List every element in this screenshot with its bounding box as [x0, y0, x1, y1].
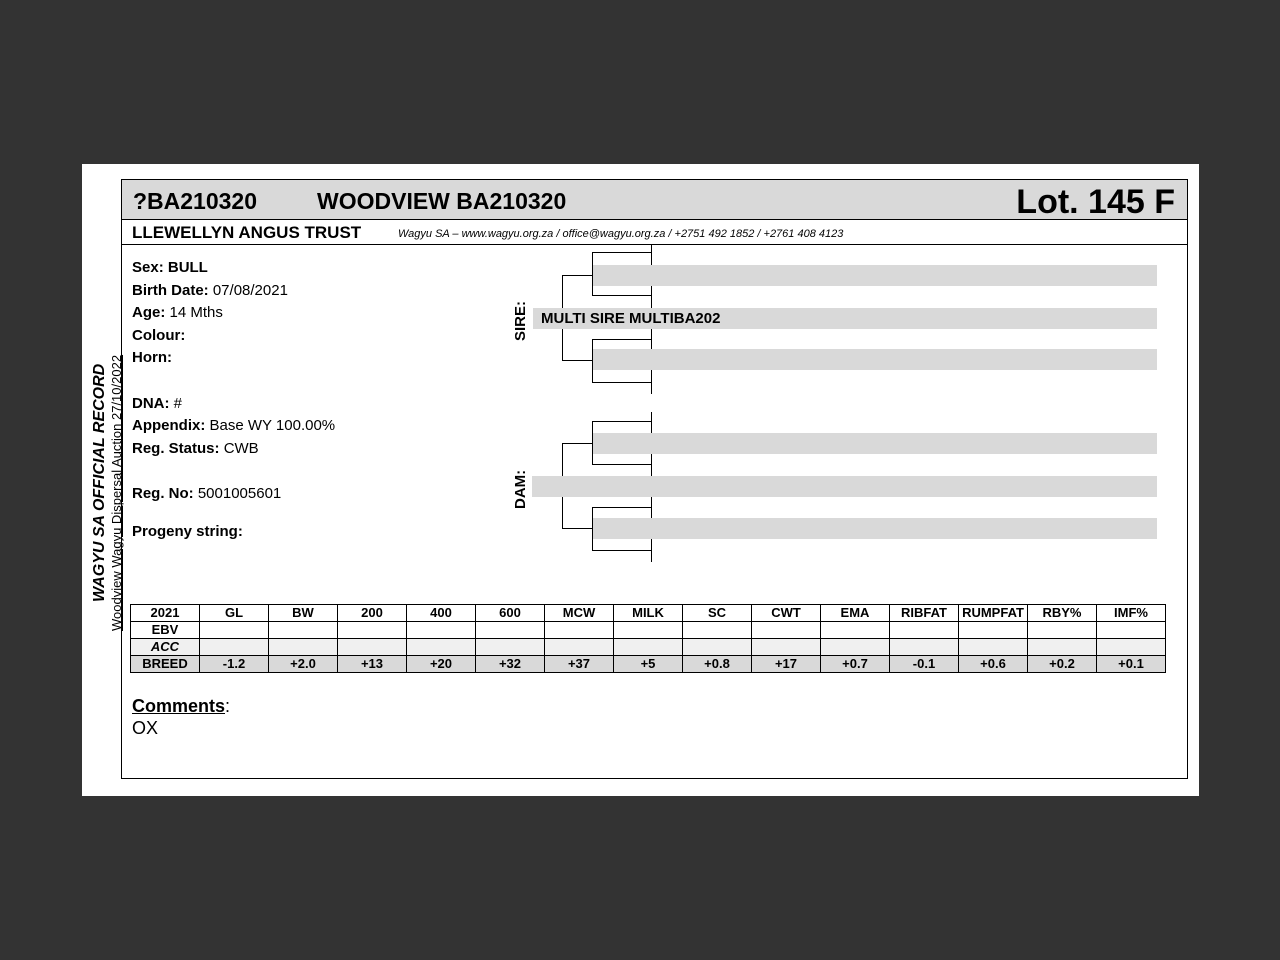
detail-colour: Colour: [132, 326, 186, 344]
ebv-cell [752, 622, 821, 639]
detail-sex: Sex: BULL [132, 259, 208, 276]
header-bar [122, 180, 1187, 220]
sire-name: MULTI SIRE MULTIBA202 [541, 310, 721, 327]
ebv-table [130, 604, 1166, 673]
ebv-cell [269, 639, 338, 656]
ebv-cell: -1.2 [200, 656, 269, 673]
ebv-cell: +32 [476, 656, 545, 673]
animal-details [132, 257, 335, 543]
detail-reg-no: Reg. No: 5001005601 [132, 485, 282, 502]
ebv-cell: +20 [407, 656, 476, 673]
ebv-cell: +2.0 [269, 656, 338, 673]
ebv-cell [752, 639, 821, 656]
ebv-cell: +0.8 [683, 656, 752, 673]
ebv-cell [821, 622, 890, 639]
animal-name: WOODVIEW BA210320 [317, 188, 567, 214]
ebv-header-cell: GL [200, 605, 269, 622]
ebv-cell [683, 639, 752, 656]
ebv-cell [890, 622, 959, 639]
ebv-cell [269, 622, 338, 639]
ebv-header-row [131, 605, 1166, 622]
ebv-cell: +17 [752, 656, 821, 673]
owner-bar [122, 220, 1187, 245]
ebv-cell [821, 639, 890, 656]
ebv-cell: +0.2 [1028, 656, 1097, 673]
ebv-cell [1028, 622, 1097, 639]
ebv-cell: +0.1 [1097, 656, 1166, 673]
record-sheet [82, 164, 1199, 796]
ebv-header-cell: MCW [545, 605, 614, 622]
comments-section: Comments: OX [132, 696, 231, 738]
ebv-header-cell: SC [683, 605, 752, 622]
ebv-header-cell: 2021 [131, 605, 200, 622]
ebv-header-cell: CWT [752, 605, 821, 622]
official-record-label: WAGYU SA OFFICIAL RECORD [91, 363, 108, 602]
ebv-cell [1028, 639, 1097, 656]
dam-sire-box [593, 433, 1157, 454]
ebv-cell [407, 639, 476, 656]
pedigree-chart [507, 260, 1177, 600]
ebv-cell: +37 [545, 656, 614, 673]
detail-appendix: Appendix: Base WY 100.00% [132, 417, 336, 434]
ebv-header-cell: IMF% [1097, 605, 1166, 622]
ebv-cell [545, 622, 614, 639]
ebv-row [131, 656, 1166, 673]
ebv-cell [614, 622, 683, 639]
ebv-row-label: BREED [131, 656, 200, 673]
ebv-cell [338, 622, 407, 639]
record-frame [121, 179, 1188, 779]
detail-progeny-string: Progeny string: [132, 522, 243, 540]
ebv-header-cell: EMA [821, 605, 890, 622]
sire-box [533, 308, 1157, 329]
ebv-cell [959, 639, 1028, 656]
ebv-cell [683, 622, 752, 639]
detail-reg-status: Reg. Status: CWB [132, 439, 259, 457]
ebv-cell [338, 639, 407, 656]
animal-id: ?BA210320 [133, 188, 258, 214]
lot-number: Lot. 145 F [1016, 183, 1175, 221]
detail-dna: DNA: # [132, 394, 183, 412]
dam-box [532, 476, 1157, 497]
ebv-cell [890, 639, 959, 656]
ebv-cell [200, 622, 269, 639]
sire-label: SIRE: [512, 300, 529, 341]
sire-sire-box [593, 265, 1157, 286]
ebv-header-cell: RBY% [1028, 605, 1097, 622]
ebv-cell [1097, 639, 1166, 656]
ebv-header-cell: 200 [338, 605, 407, 622]
ebv-cell [476, 622, 545, 639]
ebv-header-cell: 600 [476, 605, 545, 622]
ebv-cell [614, 639, 683, 656]
ebv-cell [200, 639, 269, 656]
ebv-cell [476, 639, 545, 656]
detail-age: Age: 14 Mths [132, 304, 223, 321]
ebv-row [131, 639, 1166, 656]
ebv-header-cell: RIBFAT [890, 605, 959, 622]
ebv-header-cell: 400 [407, 605, 476, 622]
ebv-cell: +5 [614, 656, 683, 673]
contact-info: Wagyu SA – www.wagyu.org.za / office@wagyu.org.za / +2751 492 1852 / +2761 408 4123 [398, 228, 844, 240]
ebv-cell [407, 622, 476, 639]
ebv-header-cell: MILK [614, 605, 683, 622]
ebv-cell [1097, 622, 1166, 639]
ebv-cell [545, 639, 614, 656]
dam-dam-box [593, 518, 1157, 539]
ebv-cell: +13 [338, 656, 407, 673]
ebv-cell [959, 622, 1028, 639]
sire-dam-box [593, 349, 1157, 370]
detail-horn: Horn: [132, 349, 172, 366]
ebv-cell: +0.6 [959, 656, 1028, 673]
ebv-cell: -0.1 [890, 656, 959, 673]
ebv-row-label: EBV [131, 622, 200, 639]
dam-label: DAM: [512, 469, 529, 509]
ebv-cell: +0.7 [821, 656, 890, 673]
auction-label: Woodview Wagyu Dispersal Auction 27/10/2022 [109, 354, 124, 631]
comments-text: OX [132, 718, 159, 738]
owner-name: LLEWELLYN ANGUS TRUST [132, 223, 362, 242]
ebv-row [131, 622, 1166, 639]
ebv-header-cell: BW [269, 605, 338, 622]
ebv-header-cell: RUMPFAT [959, 605, 1028, 622]
comments-label: Comments [132, 696, 226, 716]
detail-birth-date: Birth Date: 07/08/2021 [132, 281, 288, 299]
ebv-row-label: ACC [131, 639, 200, 656]
